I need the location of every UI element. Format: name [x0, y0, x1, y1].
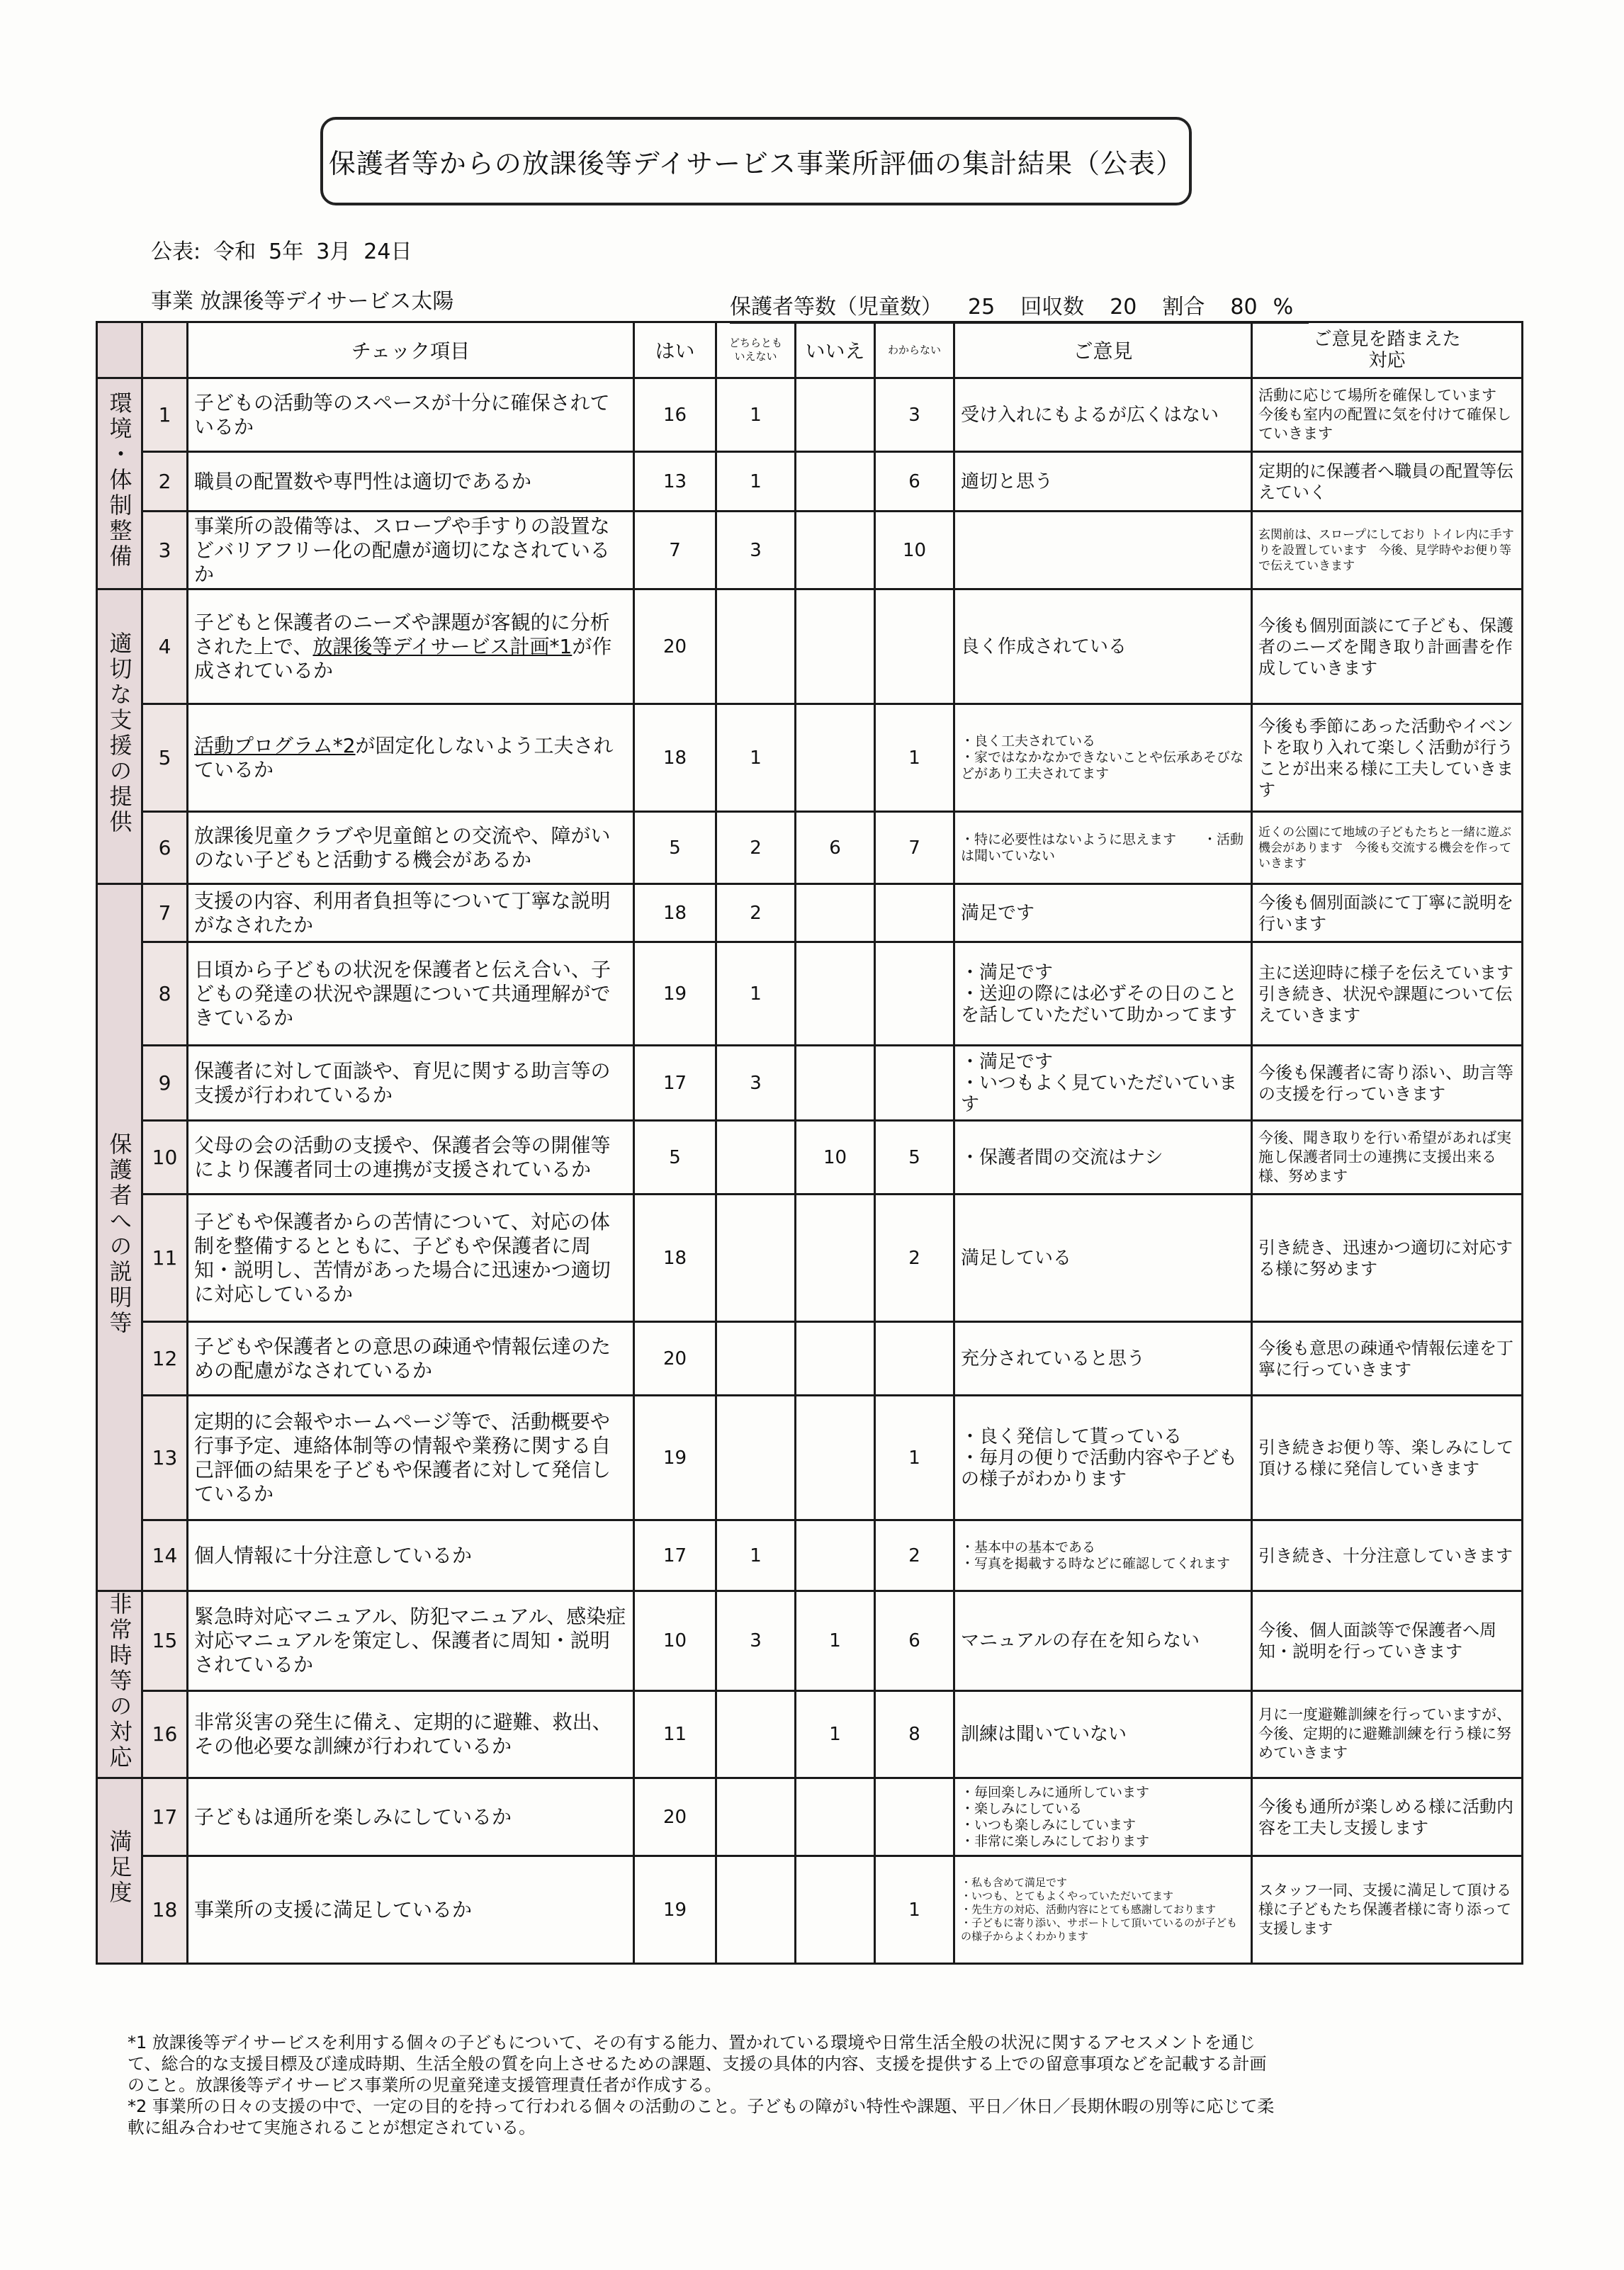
no-count: 1	[796, 1690, 875, 1778]
opinion-line: ・子どもに寄り添い、サポートして頂いているのが子どもの様子からよくわかります	[961, 1916, 1238, 1943]
response-cell: 今後も通所が楽しめる様に活動内容を工夫し支援します	[1252, 1778, 1523, 1856]
opinion-line: ・満足です	[961, 1051, 1054, 1073]
opinion-line: 満足している	[961, 1247, 1072, 1269]
unknown-count	[875, 1046, 954, 1121]
opinion-line: ・良く工夫されている	[961, 733, 1096, 749]
unknown-count	[875, 942, 954, 1046]
neutral-count: 3	[716, 512, 796, 589]
item-number: 12	[142, 1322, 188, 1396]
check-item: 非常災害の発生に備え、定期的に避難、救出、その他必要な訓練が行われているか	[188, 1690, 634, 1778]
table-row	[97, 1396, 1523, 1520]
opinion-line: ・非常に楽しみにしております	[961, 1833, 1150, 1849]
check-item: 定期的に会報やホームページ等で、活動概要や行事予定、連絡体制等の情報や業務に関する自己評価の結果を子どもや保護者に対して発信しているか	[188, 1396, 634, 1520]
table-row	[97, 812, 1523, 884]
neutral-count	[716, 1778, 796, 1856]
no-count	[796, 378, 875, 452]
evaluation-table	[96, 321, 1530, 1965]
item-text: が固定化しないよう工夫されているか	[194, 733, 614, 781]
check-item: 事業所の設備等は、スロープや手すりの設置などバリアフリー化の配慮が適切になされているか	[188, 512, 634, 589]
opinion-cell	[954, 1322, 1252, 1396]
yes-count: 20	[634, 589, 716, 704]
item-number: 13	[142, 1396, 188, 1520]
item-number: 9	[142, 1046, 188, 1121]
table-row	[97, 1778, 1523, 1856]
table-row	[97, 1322, 1523, 1396]
opinion-line: ・毎月の便りで活動内容や子どもの様子がわかります	[961, 1447, 1238, 1490]
opinion-cell	[954, 1591, 1252, 1691]
check-item: 子どもは通所を楽しみにしているか	[188, 1778, 634, 1856]
neutral-count: 3	[716, 1591, 796, 1691]
no-count	[796, 1322, 875, 1396]
no-count	[796, 704, 875, 812]
no-count	[796, 589, 875, 704]
table-row	[97, 1856, 1523, 1964]
no-count	[796, 512, 875, 589]
opinion-cell	[954, 1856, 1252, 1964]
unknown-count	[875, 589, 954, 704]
item-number: 3	[142, 512, 188, 589]
yes-count: 17	[634, 1046, 716, 1121]
no-count	[796, 1396, 875, 1520]
publication-month: 3月	[316, 239, 351, 264]
unknown-count: 8	[875, 1690, 954, 1778]
item-header: チェック項目	[188, 322, 634, 378]
ratio-label: 割合	[1162, 295, 1205, 320]
neutral-count: 1	[716, 704, 796, 812]
opinion-line: ・先生方の対応、活動内容にとても感謝しております	[961, 1903, 1217, 1916]
check-item: 子どもや保護者との意思の疎通や情報伝達のための配慮がなされているか	[188, 1322, 634, 1396]
opinion-cell	[954, 378, 1252, 452]
neutral-count: 2	[716, 884, 796, 942]
footnote-reference: 放課後等デイサービス計画*1	[312, 634, 573, 658]
neutral-count: 1	[716, 378, 796, 452]
check-item: 職員の配置数や専門性は適切であるか	[188, 452, 634, 512]
table-row	[97, 1121, 1523, 1195]
footnote-reference: 活動プログラム*2	[194, 733, 356, 757]
category-label: 保護者への説明等	[106, 1132, 133, 1336]
no-count: 1	[796, 1591, 875, 1691]
opinion-line: ・私も含めて満足です	[961, 1876, 1068, 1889]
item-number: 7	[142, 884, 188, 942]
opinion-header: ご意見	[954, 322, 1252, 378]
opinion-line: ・いつも楽しみにしています	[961, 1817, 1137, 1833]
table-row	[97, 1591, 1523, 1691]
opinion-line: ・毎回楽しみに通所しています	[961, 1784, 1150, 1800]
response-cell: 今後も季節にあった活動やイベントを取り入れて楽しく活動が行うことが出来る様に工夫していきます	[1252, 704, 1523, 812]
item-number: 16	[142, 1690, 188, 1778]
item-number: 17	[142, 1778, 188, 1856]
opinion-line: 適切と思う	[961, 470, 1054, 492]
neutral-count	[716, 1396, 796, 1520]
category-cell	[97, 378, 142, 589]
unknown-count: 1	[875, 1856, 954, 1964]
neutral-header: どちらとも いえない	[716, 322, 796, 378]
item-number: 1	[142, 378, 188, 452]
unknown-count: 6	[875, 1591, 954, 1691]
footnote-2: *2 事業所の日々の支援の中で、一定の目的を持って行われる個々の活動のこと。子どもの障がい特性や課題、平日／休日／長期休暇の別等に応じて柔軟に組み合わせて実施されることが想定されている。	[128, 2096, 1275, 2138]
category-cell	[97, 1778, 142, 1964]
neutral-count: 1	[716, 942, 796, 1046]
opinion-cell	[954, 1690, 1252, 1778]
item-text: が作成されているか	[194, 634, 612, 682]
table-row	[97, 1046, 1523, 1121]
opinion-cell	[954, 942, 1252, 1046]
no-count: 6	[796, 812, 875, 884]
check-item: 子どもの活動等のスペースが十分に確保されているか	[188, 378, 634, 452]
response-cell: 今後、聞き取りを行い希望があれば実施し保護者同士の連携に支援出来る様、努めます	[1252, 1121, 1523, 1195]
response-cell: 活動に応じて場所を確保しています 今後も室内の配置に気を付けて確保していきます	[1252, 378, 1523, 452]
response-cell: スタッフ一同、支援に満足して頂ける様に子どもたち保護者様に寄り添って支援します	[1252, 1856, 1523, 1964]
unknown-count: 10	[875, 512, 954, 589]
yes-count: 16	[634, 378, 716, 452]
table-row	[97, 942, 1523, 1046]
opinion-cell	[954, 884, 1252, 942]
response-cell: 引き続きお便り等、楽しみにして頂ける様に発信していきます	[1252, 1396, 1523, 1520]
yes-count: 5	[634, 1121, 716, 1195]
ratio-unit: %	[1273, 295, 1294, 320]
response-cell: 月に一度避難訓練を行っていますが、今後、定期的に避難訓練を行う様に努めていきます	[1252, 1690, 1523, 1778]
yes-count: 5	[634, 812, 716, 884]
item-number: 4	[142, 589, 188, 704]
yes-count: 18	[634, 884, 716, 942]
opinion-cell	[954, 1778, 1252, 1856]
check-item: 日頃から子どもの状況を保護者と伝え合い、子どもの発達の状況や課題について共通理解ができているか	[188, 942, 634, 1046]
neutral-count	[716, 589, 796, 704]
unknown-count: 1	[875, 704, 954, 812]
category-label: 満足度	[106, 1829, 133, 1906]
category-label: 適切な支援の提供	[106, 631, 133, 835]
opinion-cell	[954, 1396, 1252, 1520]
unknown-count: 7	[875, 812, 954, 884]
yes-count: 7	[634, 512, 716, 589]
no-count	[796, 452, 875, 512]
unknown-count: 5	[875, 1121, 954, 1195]
opinion-cell	[954, 704, 1252, 812]
opinion-line: ・写真を掲載する時などに確認してくれます	[961, 1555, 1231, 1571]
neutral-count	[716, 1690, 796, 1778]
opinion-line: 受け入れにもよるが広くはない	[961, 404, 1219, 426]
neutral-count: 3	[716, 1046, 796, 1121]
check-item: 緊急時対応マニュアル、防犯マニュアル、感染症対応マニュアルを策定し、保護者に周知・説明されているか	[188, 1591, 634, 1691]
publication-era: 令和	[213, 239, 256, 264]
unknown-count: 3	[875, 378, 954, 452]
category-cell	[97, 884, 142, 1591]
opinion-cell	[954, 1046, 1252, 1121]
check-item: 個人情報に十分注意しているか	[188, 1520, 634, 1591]
neutral-count	[716, 1856, 796, 1964]
no-count: 10	[796, 1121, 875, 1195]
response-cell: 引き続き、十分注意していきます	[1252, 1520, 1523, 1591]
number-header	[142, 322, 188, 378]
opinion-line: ・基本中の基本である	[961, 1539, 1096, 1555]
no-count	[796, 884, 875, 942]
table-row	[97, 884, 1523, 942]
footnotes	[128, 2032, 1275, 2138]
opinion-line: ・いつも、とてもよくやっていただいてます	[961, 1890, 1174, 1902]
neutral-count: 2	[716, 812, 796, 884]
table-row	[97, 1195, 1523, 1322]
opinion-line: ・送迎の際には必ずその日のことを話していただいて助かってます	[961, 983, 1238, 1026]
response-cell: 玄関前は、スロープにしており トイレ内に手すりを設置しています 今後、見学時やお便り等で伝えていきます	[1252, 512, 1523, 589]
item-number: 15	[142, 1591, 188, 1691]
document-title: 保護者等からの放課後等デイサービス事業所評価の集計結果（公表）	[320, 117, 1192, 205]
response-cell: 近くの公園にて地域の子どもたちと一緒に遊ぶ機会があります 今後も交流する機会を作っていきます	[1252, 812, 1523, 884]
opinion-cell	[954, 1121, 1252, 1195]
neutral-count	[716, 1322, 796, 1396]
category-cell	[97, 1591, 142, 1778]
yes-header: はい	[634, 322, 716, 378]
no-count	[796, 1856, 875, 1964]
office-name: 事業 放課後等デイサービス太陽	[151, 289, 454, 314]
collected-count: 20	[1110, 295, 1137, 320]
opinion-line: ・満足です	[961, 961, 1054, 983]
item-number: 10	[142, 1121, 188, 1195]
yes-count: 18	[634, 1195, 716, 1322]
item-number: 11	[142, 1195, 188, 1322]
yes-count: 19	[634, 942, 716, 1046]
yes-count: 11	[634, 1690, 716, 1778]
check-item: 支援の内容、利用者負担等について丁寧な説明がなされたか	[188, 884, 634, 942]
yes-count: 13	[634, 452, 716, 512]
unknown-count	[875, 884, 954, 942]
response-cell: 定期的に保護者へ職員の配置等伝えていく	[1252, 452, 1523, 512]
opinion-line: 満足です	[961, 902, 1035, 924]
neutral-count: 1	[716, 1520, 796, 1591]
opinion-line: ・いつもよく見ていただいています	[961, 1072, 1238, 1115]
opinion-cell	[954, 512, 1252, 589]
table-row	[97, 704, 1523, 812]
table-row	[97, 1520, 1523, 1591]
neutral-count	[716, 1195, 796, 1322]
neutral-count	[716, 1121, 796, 1195]
check-item: 保護者に対して面談や、育児に関する助言等の支援が行われているか	[188, 1046, 634, 1121]
opinion-line: ・良く発信して貰っている	[961, 1425, 1183, 1447]
guardians-label: 保護者等数（児童数）	[730, 295, 942, 320]
publication-year: 5年	[269, 239, 304, 264]
no-count	[796, 942, 875, 1046]
no-count	[796, 1046, 875, 1121]
unknown-count	[875, 1778, 954, 1856]
yes-count: 20	[634, 1778, 716, 1856]
response-cell: 今後も個別面談にて子ども、保護者のニーズを聞き取り計画書を作成していきます	[1252, 589, 1523, 704]
opinion-cell	[954, 589, 1252, 704]
yes-count: 19	[634, 1856, 716, 1964]
response-cell: 今後も保護者に寄り添い、助言等の支援を行っていきます	[1252, 1046, 1523, 1121]
response-cell: 今後も意思の疎通や情報伝達を丁寧に行っていきます	[1252, 1322, 1523, 1396]
opinion-cell	[954, 1195, 1252, 1322]
opinion-line: ・楽しみにしている	[961, 1800, 1083, 1817]
table-row	[97, 1690, 1523, 1778]
opinion-line: 充分されていると思う	[961, 1348, 1146, 1370]
yes-count: 20	[634, 1322, 716, 1396]
unknown-count: 2	[875, 1520, 954, 1591]
item-number: 6	[142, 812, 188, 884]
opinion-line: ・保護者間の交流はナシ	[961, 1146, 1163, 1168]
opinion-line: マニュアルの存在を知らない	[961, 1630, 1200, 1651]
no-count	[796, 1778, 875, 1856]
publication-date	[151, 234, 424, 265]
unknown-count	[875, 1322, 954, 1396]
collected-label: 回収数	[1020, 295, 1085, 320]
table-row	[97, 452, 1523, 512]
item-number: 18	[142, 1856, 188, 1964]
check-item: 子どもや保護者からの苦情について、対応の体制を整備するとともに、子どもや保護者に周知・説明し、苦情があった場合に迅速かつ適切に対応しているか	[188, 1195, 634, 1322]
yes-count: 19	[634, 1396, 716, 1520]
item-number: 8	[142, 942, 188, 1046]
publication-day: 24日	[363, 239, 412, 264]
yes-count: 17	[634, 1520, 716, 1591]
guardians-count: 25	[968, 295, 996, 320]
response-cell: 今後、個人面談等で保護者へ周知・説明を行っていきます	[1252, 1591, 1523, 1691]
opinion-line: ・特に必要性はないように思えます ・活動は聞いていない	[961, 831, 1244, 864]
unknown-count: 2	[875, 1195, 954, 1322]
response-cell: 引き続き、迅速かつ適切に対応する様に努めます	[1252, 1195, 1523, 1322]
opinion-line: 訓練は聞いていない	[961, 1723, 1127, 1745]
opinion-line: 良く作成されている	[961, 636, 1127, 657]
category-cell	[97, 589, 142, 884]
category-header	[97, 322, 142, 378]
opinion-cell	[954, 1520, 1252, 1591]
unknown-count: 6	[875, 452, 954, 512]
item-text: 子どもと保護者のニーズや課題が客観的に分析された上で、	[194, 610, 610, 658]
no-count	[796, 1195, 875, 1322]
check-item: 父母の会の活動の支援や、保護者会等の開催等により保護者同士の連携が支援されているか	[188, 1121, 634, 1195]
response-cell: 今後も個別面談にて丁寧に説明を行います	[1252, 884, 1523, 942]
ratio-value: 80	[1230, 295, 1258, 320]
publication-label: 公表:	[151, 239, 201, 264]
check-item	[188, 589, 634, 704]
check-item	[188, 704, 634, 812]
response-header: ご意見を踏まえた 対応	[1252, 322, 1523, 378]
item-number: 2	[142, 452, 188, 512]
opinion-line: ・家ではなかなかできないことや伝承あそびなどがあり工夫されてます	[961, 750, 1244, 781]
neutral-count: 1	[716, 452, 796, 512]
check-item: 放課後児童クラブや児童館との交流や、障がいのない子どもと活動する機会があるか	[188, 812, 634, 884]
footnote-1: *1 放課後等デイサービスを利用する個々の子どもについて、その有する能力、置かれている環境や日常生活全般の状況に関するアセスメントを通じて、総合的な支援目標及び達成時期、生活全般の質を向上させるための課題、支援の具体的内容、支援を提供する上での留意事項などを記載する計画のこと。放課後等デイサービス事業所の児童発達支援管理責任者が作成する。	[128, 2033, 1267, 2095]
table-row	[97, 378, 1523, 452]
no-header: いいえ	[796, 322, 875, 378]
category-label: 環境・体制整備	[106, 391, 133, 570]
unknown-header: わからない	[875, 322, 954, 378]
opinion-cell	[954, 812, 1252, 884]
table-row	[97, 589, 1523, 704]
unknown-count: 1	[875, 1396, 954, 1520]
table-header-row	[97, 322, 1523, 378]
yes-count: 10	[634, 1591, 716, 1691]
table-row	[97, 512, 1523, 589]
no-count	[796, 1520, 875, 1591]
check-item: 事業所の支援に満足しているか	[188, 1856, 634, 1964]
response-cell: 主に送迎時に様子を伝えています 引き続き、状況や課題について伝えていきます	[1252, 942, 1523, 1046]
category-label: 非常時等の対応	[106, 1592, 133, 1771]
yes-count: 18	[634, 704, 716, 812]
item-number: 14	[142, 1520, 188, 1591]
response-stats	[730, 289, 1309, 324]
item-number: 5	[142, 704, 188, 812]
opinion-cell	[954, 452, 1252, 512]
